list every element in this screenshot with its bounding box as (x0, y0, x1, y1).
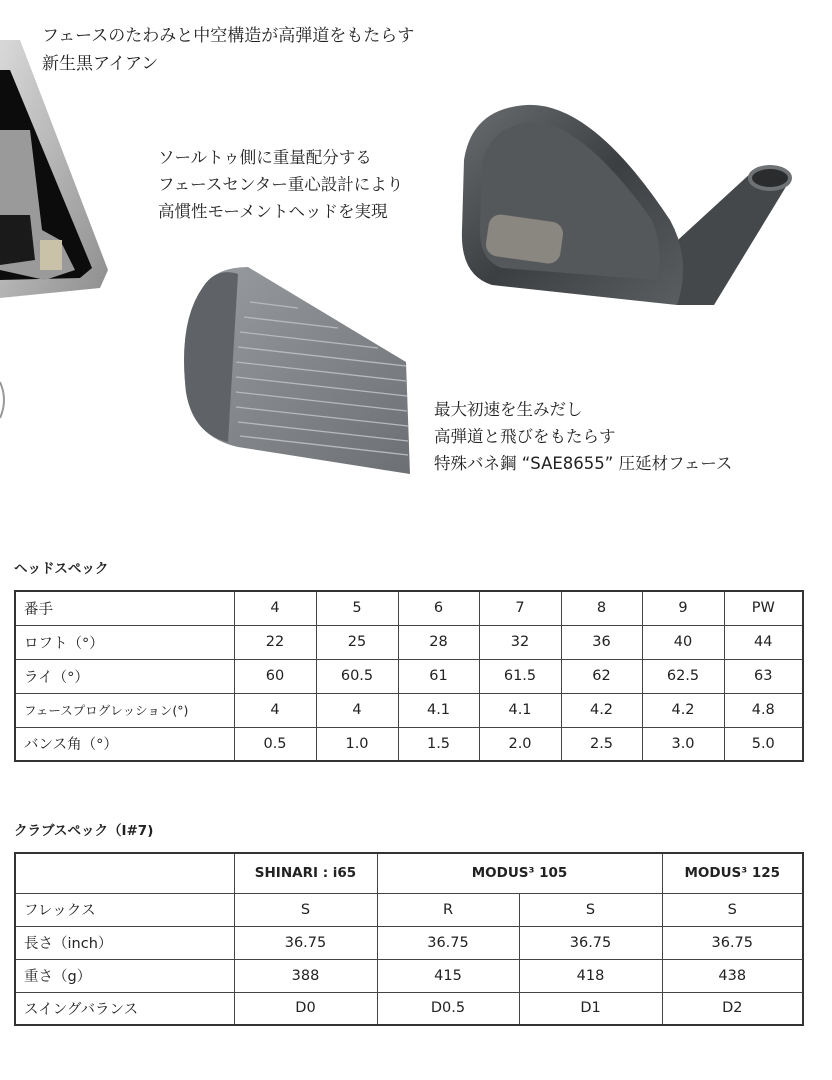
partial-decoration (0, 380, 10, 420)
row-label-cell: 重さ（g） (15, 959, 234, 992)
value-cell: 6 (398, 591, 479, 625)
value-cell: 388 (234, 959, 377, 992)
value-cell: 36.75 (377, 926, 519, 959)
row-label-cell: 長さ（inch） (15, 926, 234, 959)
value-cell: 62 (561, 659, 642, 693)
club-spec-title: クラブスペック（I#7) (14, 823, 154, 839)
value-cell: R (377, 893, 519, 926)
table-row (15, 893, 803, 926)
table-row (15, 727, 803, 761)
club-spec-header-row (15, 853, 803, 893)
value-cell: 4.1 (479, 693, 561, 727)
table-row (15, 659, 803, 693)
value-cell: 5.0 (724, 727, 803, 761)
value-cell: 61 (398, 659, 479, 693)
value-cell: 418 (519, 959, 662, 992)
value-cell: 5 (316, 591, 398, 625)
table-row (15, 959, 803, 992)
value-cell: 36 (561, 625, 642, 659)
value-cell: 36.75 (519, 926, 662, 959)
caption-back-design (158, 144, 403, 225)
table-row (15, 693, 803, 727)
headline-line-1: フェースのたわみと中空構造が高弾道をもたらす (42, 26, 415, 46)
headline-line-2: 新生黒アイアン (42, 54, 159, 74)
row-label-cell: ライ（°） (15, 659, 234, 693)
value-cell: 7 (479, 591, 561, 625)
value-cell: 4 (234, 591, 316, 625)
row-label-cell: フレックス (15, 893, 234, 926)
value-cell: 25 (316, 625, 398, 659)
row-label-cell: スイングバランス (15, 992, 234, 1025)
caption-back-line-3: 高慣性モーメントヘッドを実現 (158, 202, 388, 221)
value-cell: 4.2 (561, 693, 642, 727)
value-cell: 4 (234, 693, 316, 727)
value-cell: 2.5 (561, 727, 642, 761)
value-cell: 61.5 (479, 659, 561, 693)
row-label-cell: バンス角（°） (15, 727, 234, 761)
value-cell: 2.0 (479, 727, 561, 761)
value-cell: 1.0 (316, 727, 398, 761)
value-cell: 4.8 (724, 693, 803, 727)
head-spec-title: ヘッドスペック (14, 561, 109, 577)
value-cell: 36.75 (662, 926, 803, 959)
row-label-cell: ロフト（°） (15, 625, 234, 659)
headline (42, 22, 414, 78)
shaft-name: MODUS³ 105 (377, 853, 662, 893)
value-cell: 4.1 (398, 693, 479, 727)
value-cell: 63 (724, 659, 803, 693)
value-cell: S (662, 893, 803, 926)
club-spec-corner-cell (15, 853, 234, 893)
value-cell: 60.5 (316, 659, 398, 693)
caption-back-line-2: フェースセンター重心設計により (158, 175, 404, 194)
value-cell: 438 (662, 959, 803, 992)
club-spec-table (14, 852, 804, 1026)
value-cell: PW (724, 591, 803, 625)
value-cell: 3.0 (642, 727, 724, 761)
row-label-cell: 番手 (15, 591, 234, 625)
value-cell: S (234, 893, 377, 926)
shaft-name: MODUS³ 125 (662, 853, 803, 893)
value-cell: D1 (519, 992, 662, 1025)
value-cell: 36.75 (234, 926, 377, 959)
value-cell: 28 (398, 625, 479, 659)
caption-back-line-1: ソールトゥ側に重量配分する (158, 148, 372, 167)
value-cell: D0 (234, 992, 377, 1025)
value-cell: 4 (316, 693, 398, 727)
table-row (15, 625, 803, 659)
shaft-name: SHINARI : i65 (234, 853, 377, 893)
table-row (15, 926, 803, 959)
table-row (15, 591, 803, 625)
value-cell: 415 (377, 959, 519, 992)
value-cell: D2 (662, 992, 803, 1025)
value-cell: 62.5 (642, 659, 724, 693)
value-cell: S (519, 893, 662, 926)
value-cell: 1.5 (398, 727, 479, 761)
table-row (15, 992, 803, 1025)
row-label-cell: フェースプログレッション(°) (15, 693, 234, 727)
value-cell: 40 (642, 625, 724, 659)
value-cell: 9 (642, 591, 724, 625)
caption-face (434, 396, 732, 477)
caption-face-line-2: 高弾道と飛びをもたらす (434, 427, 616, 446)
head-spec-table (14, 590, 804, 762)
caption-face-line-1: 最大初速を生みだし (434, 400, 583, 419)
value-cell: 32 (479, 625, 561, 659)
iron-face-image (178, 262, 438, 482)
value-cell: 44 (724, 625, 803, 659)
caption-face-line-3: 特殊バネ鋼 “SAE8655” 圧延材フェース (434, 454, 733, 473)
value-cell: 8 (561, 591, 642, 625)
value-cell: 0.5 (234, 727, 316, 761)
value-cell: 60 (234, 659, 316, 693)
value-cell: 4.2 (642, 693, 724, 727)
value-cell: D0.5 (377, 992, 519, 1025)
iron-back-image (452, 100, 812, 310)
value-cell: 22 (234, 625, 316, 659)
